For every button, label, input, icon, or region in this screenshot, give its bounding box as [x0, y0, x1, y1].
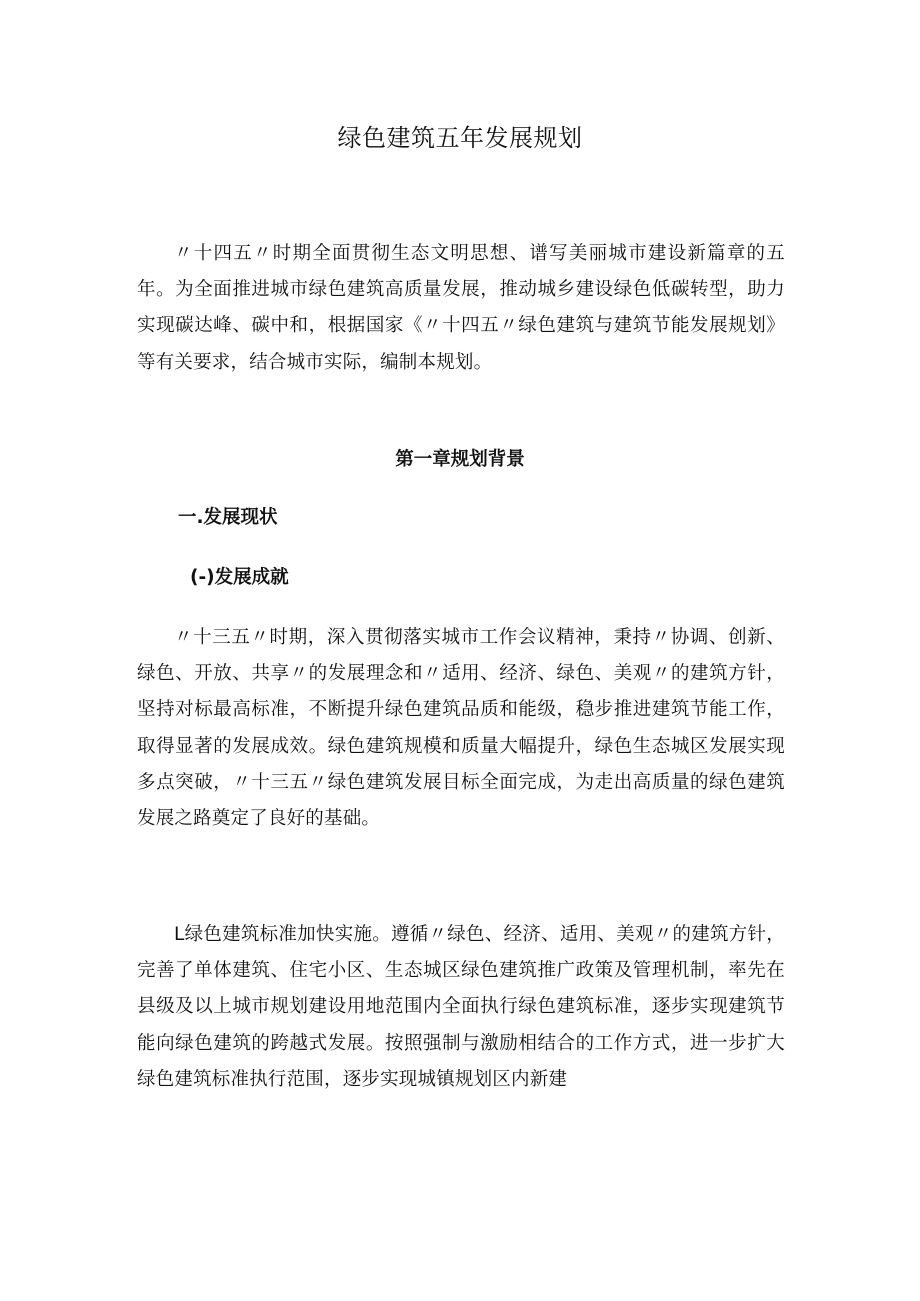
section-heading: 一.发展现状 [178, 507, 278, 528]
chapter-heading: 第一章规划背景 [395, 449, 525, 470]
subsection-heading: (-)发展成就 [190, 567, 289, 588]
intro-paragraph: 〃十四五〃时期全面贯彻生态文明思想、谱写美丽城市建设新篇章的五年。为全面推进城市绿色建筑高质量发展，推动城乡建设绿色低碳转型，助力实现碳达峰、碳中和，根据国家《〃十四五〃绿色建筑与建筑节能发展规划》等有关要求，结合城市实际，编制本规划。 [137, 243, 785, 373]
document-title: 绿色建筑五年发展规划 [337, 124, 583, 152]
standard-paragraph: L绿色建筑标准加快实施。遵循〃绿色、经济、适用、美观〃的建筑方针，完善了单体建筑、住宅小区、生态城区绿色建筑推广政策及管理机制，率先在县级及以上城市规划建设用地范围内全面执行绿色建筑标准，逐步实现建筑节能向绿色建筑的跨越式发展。按照强制与激励相结合的工作方式，进一步扩大绿色建筑标准执行范围，逐步实现城镇规划区内新建 [137, 924, 785, 1090]
achievement-paragraph: 〃十三五〃时期，深入贯彻落实城市工作会议精神，秉持〃协调、创新、绿色、开放、共享〃的发展理念和〃适用、经济、绿色、美观〃的建筑方针，坚持对标最高标准，不断提升绿色建筑品质和能级，稳步推进建筑节能工作，取得显著的发展成效。绿色建筑规模和质量大幅提升，绿色生态城区发展实现多点突破，〃十三五〃绿色建筑发展目标全面完成，为走出高质量的绿色建筑发展之路奠定了良好的基础。 [137, 627, 785, 830]
